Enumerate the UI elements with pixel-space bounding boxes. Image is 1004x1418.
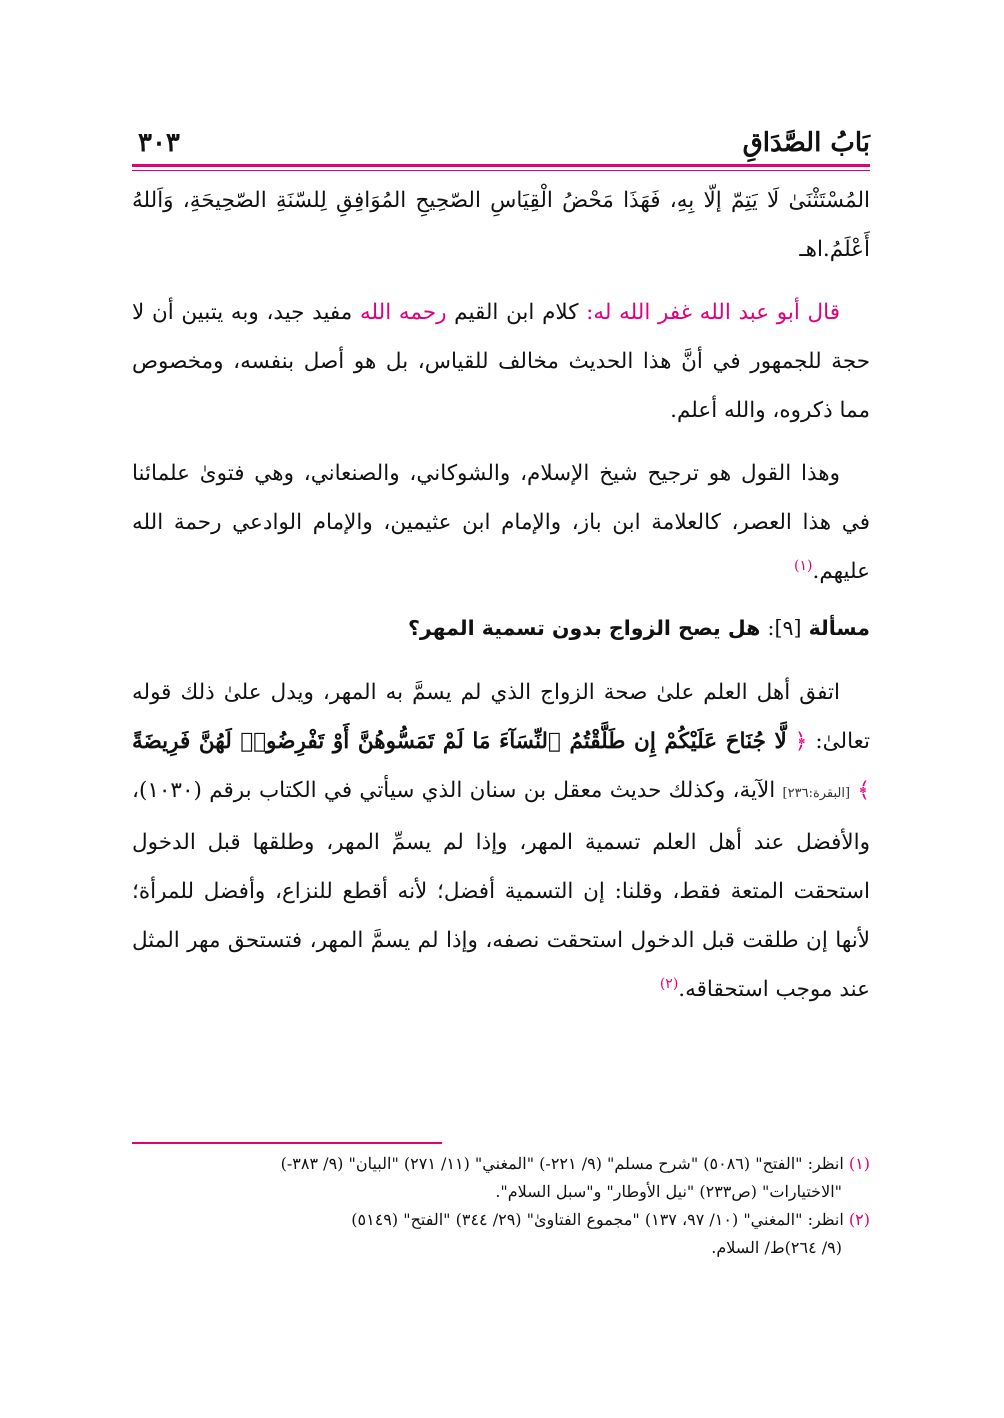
footnote-number: (٢) [848,1210,870,1229]
quran-close-bracket: ﴾ [857,778,870,803]
paragraph-gap [132,654,870,668]
question-label: مسألة [808,616,870,640]
footnote-text: انظر: "الفتح" (٥٠٨٦) "شرح مسلم" (٩/ ٢٢١-) "المغني" (١١/ ٢٧١) "البيان" (٩/ ٣٨٣-) [280,1154,849,1173]
footnote-separator [132,1142,442,1144]
answer-intro: اتفق أهل العلم علىٰ صحة الزواج الذي لم يسمَّ به المهر، ويدل علىٰ ذلك قوله تعالىٰ: [132,680,870,754]
footnote-number: (١) [848,1154,870,1173]
footnote-ref-2[interactable]: (٢) [659,975,679,992]
paragraph-gap [132,274,870,288]
question-number: [٩]: [767,616,802,640]
scholars-text: وهذا القول هو ترجيح شيخ الإسلام، والشوكاني، والصنعاني، وهي فتوىٰ علمائنا في هذا العصر، كالعلامة ابن باز، والإمام ابن عثيمين، والإمام الوادعي رحمة الله عليهم. [132,461,870,584]
paragraph-author-comment [132,288,870,435]
quran-open-bracket: ﴿ [794,729,808,754]
page-number: ٣٠٣ [138,128,180,158]
question-heading [132,602,870,654]
footnote-1 [132,1150,870,1178]
footnote-text: انظر: "المغني" (١٠/ ٩٧، ١٣٧) "مجموع الفتاوىٰ" (٢٩/ ٣٤٤) "الفتح" (٥١٤٩) [351,1210,849,1229]
author-comment-text-a: كلام ابن القيم [446,300,587,325]
page-body [132,176,870,1014]
answer-body: الآية، وكذلك حديث معقل بن سنان الذي سيأتي في الكتاب برقم (١٠٣٠)، والأفضل عند أهل العلم تسمية المهر، وإذا لم يسمِّ المهر، وطلقها قبل الدخول استحقت المتعة فقط، وقلنا: إن التسمية أفضل؛ لأنه أقطع للنزاع، وأفضل للمرأة؛ لأنها إن طلقت قبل الدخول استحقت نصفه، وإذا لم يسمَّ المهر، فتستحق مهر المثل عند موجب استحقاقه. [132,778,870,1002]
header-rule-thin [132,170,870,171]
question-text: هل يصح الزواج بدون تسمية المهر؟ [407,616,761,640]
footnote-ref-1[interactable]: (١) [794,557,813,574]
footnote-2-continued: (٩/ ٢٦٤)ط/ السلام. [711,1238,842,1257]
page-header [132,120,870,166]
book-page [132,120,870,1380]
author-comment-text-b: مفيد جيد، وبه يتبين أن لا حجة للجمهور في أنَّ هذا الحديث مخالف للقياس، بل هو أصل بنفسه، ومخصوص مما ذكروه، والله أعلم. [132,300,870,423]
footnote-2 [132,1206,870,1234]
honorific-symbol: رحمه الله [360,300,447,325]
chapter-title: بَابُ الصَّدَاقِ [742,128,870,158]
footnotes [132,1150,870,1262]
header-rule-thick [132,164,870,167]
paragraph-continuation: المُسْتَثْنَىٰ لَا يَتِمّ إلّا بِهِ، فَهَذَا مَحْضُ الْقِيَاسِ الصّحِيحِ المُوَافِقِ لِلسّنَةِ الصّحِيحَةِ، وَاَللهُ أَعْلَمُ.اهـ [132,188,870,262]
paragraph-gap [132,435,870,449]
paragraph-answer [132,668,870,1014]
quran-reference: [البقرة:٢٣٦] [782,786,851,801]
author-label: قال أبو عبد الله غفر الله له: [586,300,841,325]
quran-verse: لَّا جُنَاحَ عَلَيْكُمْ إِن طَلَّقْتُمُ ٱلنِّسَآءَ مَا لَمْ تَمَسُّوهُنَّ أَوْ تَفْرِضُوا۟ لَهُنَّ فَرِيضَةً [132,729,787,754]
footnote-1-continued: "الاختيارات" (ص٢٣٣) "نيل الأوطار" و"سبل السلام". [495,1182,842,1201]
paragraph-scholars [132,449,870,596]
